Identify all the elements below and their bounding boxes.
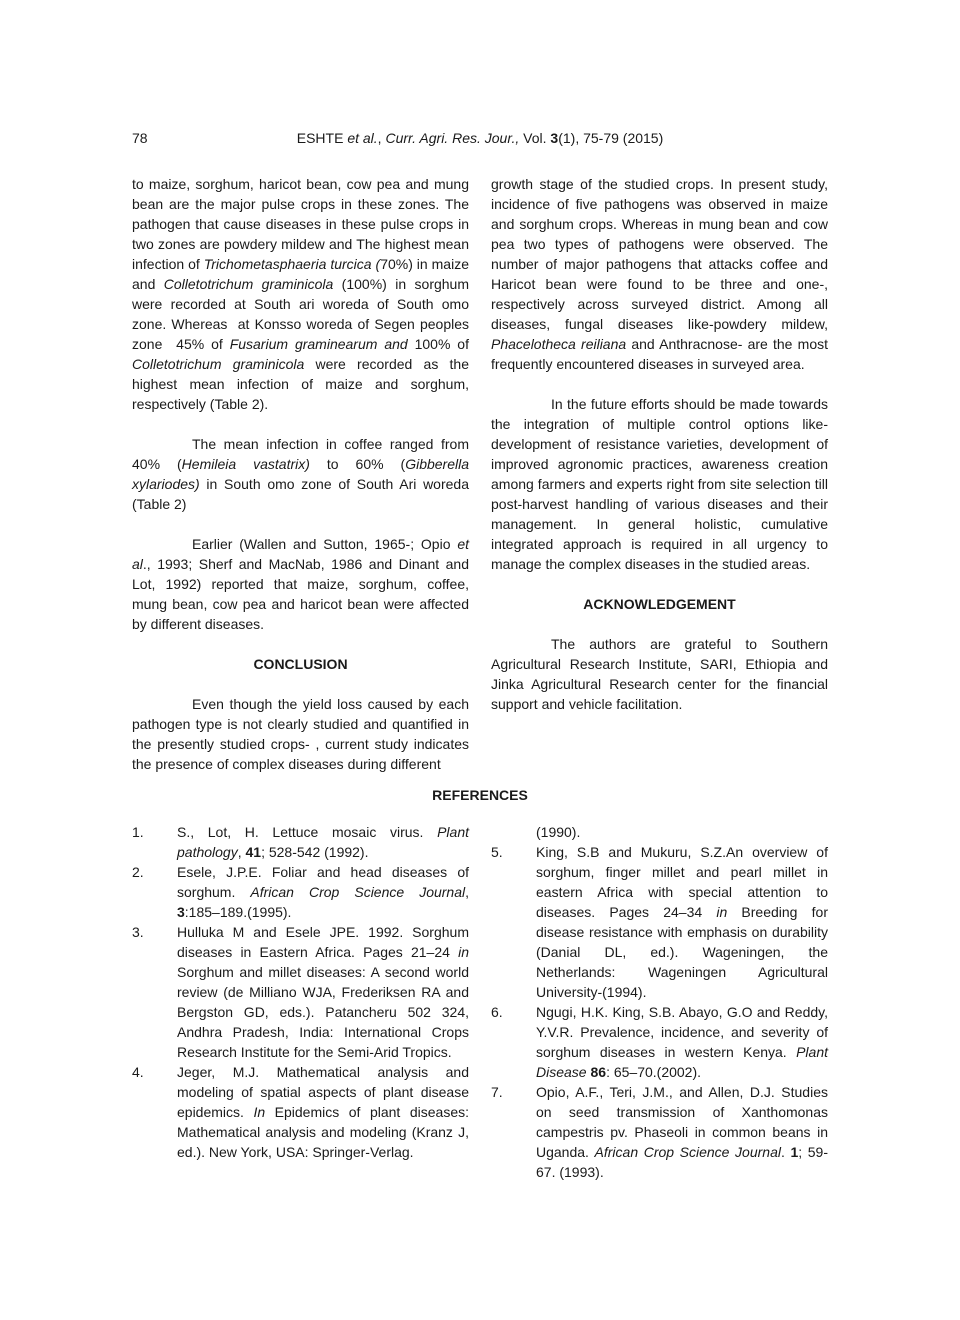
reference-number: 1. xyxy=(132,824,144,840)
paragraph-coffee-infection: The mean infection in coffee ranged from 40% (Hemileia vastatrix) to 60% (Gibberella xylariodes) in South omo zone of South Ari woreda (Table 2) xyxy=(132,436,470,512)
reference-number: 2. xyxy=(132,864,144,880)
reference-item: 2. Esele, J.P.E. Foliar and head diseases of sorghum. African Crop Science Journal, 3:185–189.(1995). xyxy=(132,864,470,920)
references-right-column xyxy=(491,822,828,1182)
reference-number: 7. xyxy=(491,1084,503,1100)
reference-number: 5. xyxy=(491,844,503,860)
paragraph-acknowledgement: The authors are grateful to Southern Agricultural Research Institute, SARI, Ethiopia and Jinka Agricultural Research center for the financial support and vehicle facilitation. xyxy=(491,636,828,712)
paragraph-earlier-studies: Earlier (Wallen and Sutton, 1965-; Opio et al., 1993; Sherf and MacNab, 1986 and Dinant and Lot, 1992) reported that maize, sorghum, coffee, mung bean, cow pea and haricot bean were affected by different diseases. xyxy=(132,536,469,632)
reference-item: 7. Opio, A.F., Teri, J.M., and Allen, D.J. Studies on seed transmission of Xanthomonas campestris pv. Phaseoli in common beans in Uganda. African Crop Science Journal. 1; 59-67. (1993). xyxy=(491,1084,829,1180)
conclusion-heading: CONCLUSION xyxy=(253,656,348,672)
reference-number: 4. xyxy=(132,1064,144,1080)
reference-number: 3. xyxy=(132,924,144,940)
reference-item: 3. Hulluka M and Esele JPE. 1992. Sorghum diseases in Eastern Africa. Pages 21–24 in Sorghum and millet diseases: A second world review (de Milliano WJA, Frederiksen RA and Bergston GD, eds.). Patancheru 502 324, Andhra Pradesh, India: International Crops Research Institute for the Semi-Arid Tropics. xyxy=(132,924,469,1060)
right-column xyxy=(491,174,828,714)
paragraph-future-efforts: In the future efforts should be made towards the integration of multiple control options like-development of resistance varieties, development of improved agronomic practices, awareness creation among farmers and experts right from site selection till post-harvest handling of various diseases and their management. In general holistic, cumulative integrated approach is required in all urgency to manage the complex diseases in the studied areas. xyxy=(491,396,828,572)
references-left-column xyxy=(132,822,469,1162)
references-heading: REFERENCES xyxy=(432,787,528,803)
reference-item: 5. King, S.B and Mukuru, S.Z.An overview of sorghum, finger millet and pearl millet in eastern Africa with special attention to diseases. Pages 24–34 in Breeding for disease resistance with emphasis on durability (Danial DL, ed.). Wageningen, the Netherlands: Wageningen Agricultural University-(1994). xyxy=(491,844,828,1000)
paragraph-conclusion: Even though the yield loss caused by each pathogen type is not clearly studied and quantified in the presently studied crops- , current study indicates the presence of complex diseases during different xyxy=(132,696,469,772)
reference-item: 4. Jeger, M.J. Mathematical analysis and modeling of spatial aspects of plant disease epidemics. In Epidemics of plant diseases: Mathematical analysis and modeling (Kranz J, ed.). New York, USA: Springer-Verlag. xyxy=(132,1064,469,1160)
reference-item: 6. Ngugi, H.K. King, S.B. Abayo, G.O and Reddy, Y.V.R. Prevalence, incidence, and severity of sorghum diseases in western Kenya. Plant Disease 86: 65–70.(2002). xyxy=(491,1004,828,1080)
running-header: ESHTE et al., Curr. Agri. Res. Jour., Vol. 3(1), 75-79 (2015) xyxy=(296,130,664,146)
page-number: 78 xyxy=(132,130,148,146)
reference-item: 1. S., Lot, H. Lettuce mosaic virus. Plant pathology, 41; 528-542 (1992). xyxy=(132,824,469,860)
reference-number: 6. xyxy=(491,1004,503,1020)
reference-continuation: (1990). xyxy=(536,824,581,840)
acknowledgement-heading: ACKNOWLEDGEMENT xyxy=(583,596,736,612)
paragraph-growth-stage: growth stage of the studied crops. In present study, incidence of five pathogens was observed in maize and sorghum crops. Whereas in mung bean and cow pea two types of pathogens were observed. The number of major pathogens that attacks coffee and Haricot bean were found to be three and one-, respectively across surveyed district. Among all diseases, fungal diseases like-powdery mildew, Phacelotheca reiliana and Anthracnose- are the most frequently encountered diseases in surveyed area. xyxy=(491,176,828,372)
paragraph-pulse-crops: to maize, sorghum, haricot bean, cow pea and mung bean are the major pulse crops in these zones. The pathogen that cause diseases in these pulse crops in two zones are powdery mildew and The highest mean infection of Trichometasphaeria turcica (70%) in maize and Colletotrichum graminicola (100%) in sorghum were recorded at South ari woreda of South omo zone. Whereas at Konsso woreda of Segen peoples zone 45% of Fusarium graminearum and 100% of Colletotrichum graminicola were recorded as the highest mean infection of maize and sorghum, respectively (Table 2). xyxy=(132,176,470,412)
left-column xyxy=(132,174,469,774)
